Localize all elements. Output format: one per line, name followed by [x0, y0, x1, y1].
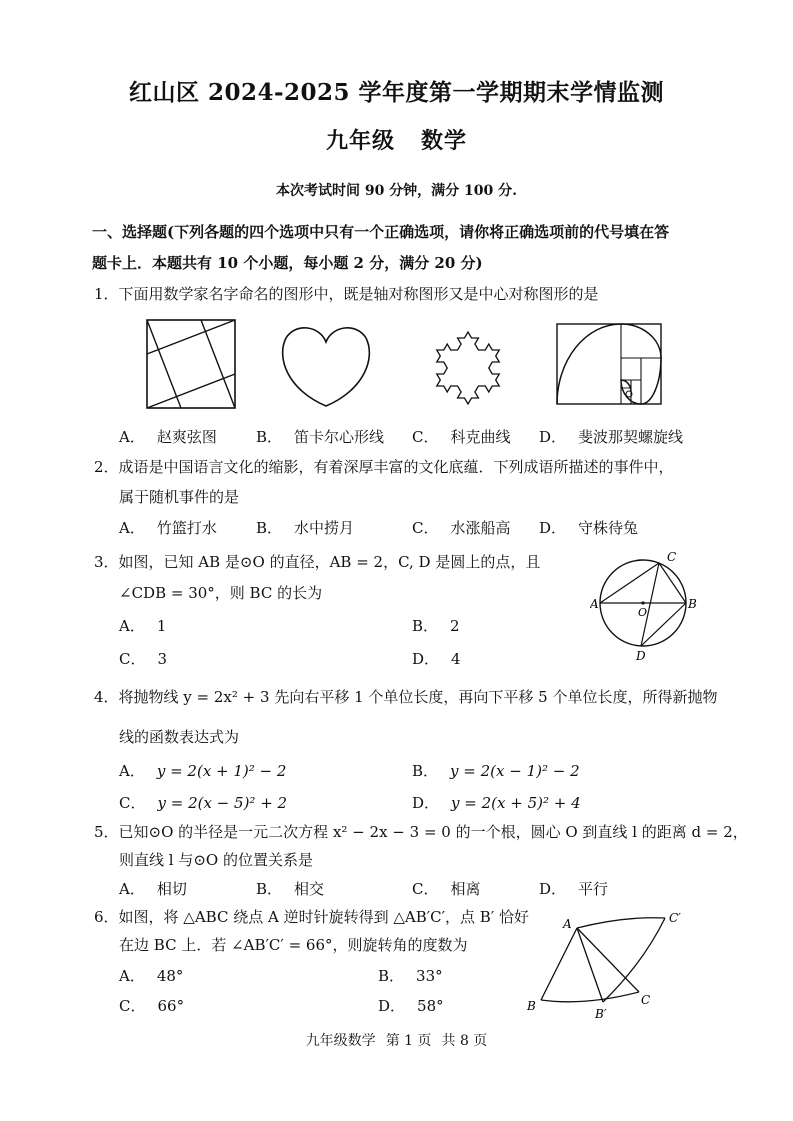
- q5-option-c[interactable]: C． 相离: [412, 880, 481, 898]
- q1-option-c[interactable]: C． 科克曲线: [412, 428, 511, 446]
- koch-snowflake-figure: [418, 316, 518, 416]
- q2-stem-line2: 属于随机事件的是: [119, 488, 240, 506]
- subject-label: 数学: [421, 128, 468, 154]
- page-title: 红山区 2024-2025 学年度第一学期期末学情监测: [128, 79, 665, 106]
- q4-stem-line1: 4．将抛物线 y = 2x² + 3 先向右平移 1 个单位长度，再向下平移 5 个单位长度，所得新抛物: [94, 688, 718, 706]
- q4-option-b[interactable]: B． y = 2(x − 1)² − 2: [412, 762, 580, 780]
- footer-total: 共 8 页: [441, 1033, 488, 1049]
- q4-option-d[interactable]: D． y = 2(x + 5)² + 4: [412, 794, 581, 812]
- grade-label: 九年级: [325, 128, 395, 154]
- q3-label-o: O: [638, 606, 648, 619]
- q1-option-b[interactable]: B． 笛卡尔心形线: [256, 428, 385, 446]
- q6-option-d[interactable]: D． 58°: [378, 997, 444, 1015]
- q6-label-b: B: [527, 999, 536, 1013]
- q6-stem-line1: 6．如图，将 △ABC 绕点 A 逆时针旋转得到 △AB′C′，点 B′ 恰好: [94, 908, 530, 926]
- q3-stem-line1: 3．如图，已知 AB 是⊙O 的直径，AB = 2，C, D 是圆上的点，且: [94, 553, 541, 571]
- q6-option-a[interactable]: A． 48°: [119, 967, 184, 985]
- q6-option-b[interactable]: B． 33°: [378, 967, 443, 985]
- footer-page: 第 1 页: [385, 1033, 432, 1049]
- q2-option-d[interactable]: D． 守株待兔: [539, 519, 639, 537]
- q2-option-c[interactable]: C． 水涨船高: [412, 519, 511, 537]
- section-instructions-line2: 题卡上．本题共有 10 个小题，每小题 2 分，满分 20 分): [92, 254, 483, 272]
- q2-option-b[interactable]: B． 水中捞月: [256, 519, 355, 537]
- q3-stem-line2: ∠CDB = 30°，则 BC 的长为: [119, 584, 323, 602]
- q5-option-b[interactable]: B． 相交: [256, 880, 325, 898]
- q6-rotation-figure: [525, 908, 695, 1020]
- q6-label-c: C: [641, 993, 651, 1007]
- q3-label-b: B: [688, 597, 697, 611]
- q2-stem-line1: 2．成语是中国语言文化的缩影，有着深厚丰富的文化底蕴．下列成语所描述的事件中，: [94, 458, 674, 476]
- cardioid-figure: [280, 320, 372, 410]
- q3-option-a[interactable]: A． 1: [119, 617, 167, 635]
- fibonacci-spiral-figure: [555, 322, 665, 408]
- q5-option-a[interactable]: A． 相切: [119, 880, 187, 898]
- q5-stem-line1: 5．已知⊙O 的半径是一元二次方程 x² − 2x − 3 = 0 的一个根，圆心 O 到直线 l 的距离 d = 2，: [94, 823, 748, 841]
- q6-label-bprime: B′: [595, 1007, 607, 1020]
- q3-label-a: A: [590, 597, 599, 611]
- q5-stem-line2: 则直线 l 与⊙O 的位置关系是: [119, 851, 313, 869]
- q1-option-a[interactable]: A． 赵爽弦图: [119, 428, 217, 446]
- q6-option-c[interactable]: C． 66°: [119, 997, 185, 1015]
- zhao-shuang-figure: [145, 318, 237, 410]
- q3-label-c: C: [667, 550, 677, 564]
- q3-circle-figure: [590, 548, 705, 663]
- q3-option-d[interactable]: D． 4: [412, 650, 461, 668]
- footer-subject: 九年级数学: [305, 1033, 376, 1049]
- q3-option-b[interactable]: B． 2: [412, 617, 460, 635]
- q2-option-a[interactable]: A． 竹篮打水: [119, 519, 217, 537]
- q6-label-a: A: [563, 917, 572, 931]
- q3-option-c[interactable]: C． 3: [119, 650, 168, 668]
- page-footer: [0, 1030, 793, 1050]
- q4-option-a[interactable]: A． y = 2(x + 1)² − 2: [119, 762, 287, 780]
- q1-stem: 1．下面用数学家名字命名的图形中，既是轴对称图形又是中心对称图形的是: [94, 285, 599, 303]
- q3-label-d: D: [636, 649, 646, 663]
- section-instructions-line1: 一、选择题(下列各题的四个选项中只有一个正确选项，请你将正确选项前的代号填在答: [92, 223, 670, 241]
- q6-label-cprime: C′: [669, 911, 681, 925]
- q6-stem-line2: 在边 BC 上．若 ∠AB′C′ = 66°，则旋转角的度数为: [119, 936, 468, 954]
- q1-option-d[interactable]: D． 斐波那契螺旋线: [539, 428, 684, 446]
- grade-subject: [0, 124, 793, 155]
- q5-option-d[interactable]: D． 平行: [539, 880, 609, 898]
- exam-info: 本次考试时间 90 分钟，满分 100 分.: [275, 183, 518, 199]
- q4-stem-line2: 线的函数表达式为: [119, 728, 240, 746]
- q4-option-c[interactable]: C． y = 2(x − 5)² + 2: [119, 794, 288, 812]
